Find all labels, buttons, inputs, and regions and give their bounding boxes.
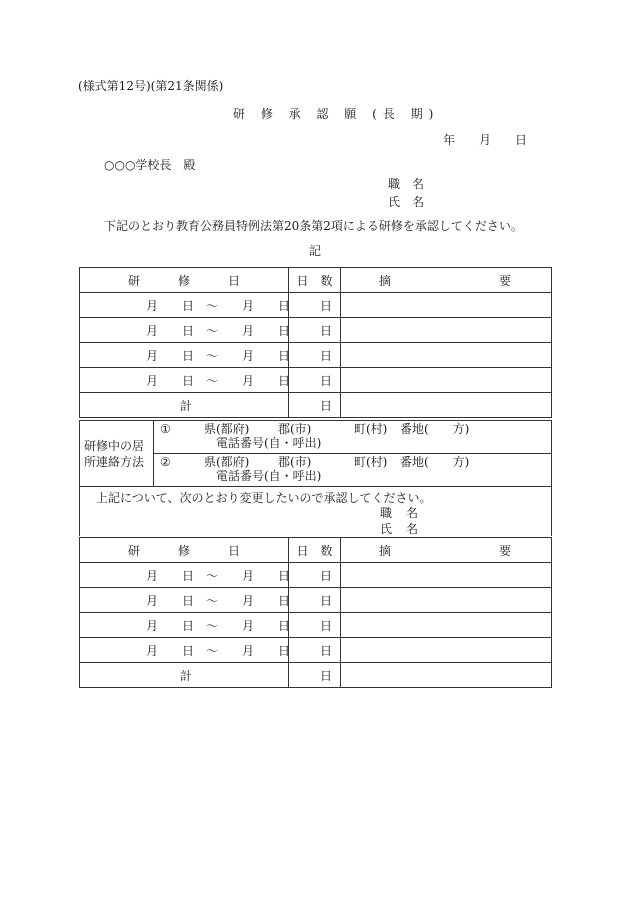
address-label: 研修中の居 所連絡方法 xyxy=(80,421,154,487)
days-cell[interactable]: 日 xyxy=(289,563,341,588)
change-name-label: 氏名 xyxy=(380,522,433,536)
days-cell[interactable]: 日 xyxy=(289,293,341,318)
total-label: 計 xyxy=(80,663,289,688)
days-cell[interactable]: 日 xyxy=(289,343,341,368)
header-note-a: 摘 xyxy=(379,543,392,558)
header-days: 日 数 xyxy=(289,268,341,293)
header-note-b: 要 xyxy=(499,543,512,558)
table-row xyxy=(80,613,552,638)
header-note xyxy=(341,268,552,293)
table-row xyxy=(80,318,552,343)
header-note xyxy=(341,538,552,563)
address-entry-2[interactable]: ② 県(都府) 郡(市) 町(村) 番地( 方) 電話番号(自・呼出) xyxy=(154,454,552,487)
note-cell[interactable] xyxy=(341,368,552,393)
table-header-row xyxy=(80,538,552,563)
header-note-a: 摘 xyxy=(379,273,392,288)
table-row xyxy=(80,368,552,393)
days-cell[interactable]: 日 xyxy=(289,613,341,638)
change-request-box xyxy=(79,484,552,536)
table-row xyxy=(80,343,552,368)
period-cell[interactable]: 月 日 ～ 月 日 xyxy=(80,563,289,588)
days-cell[interactable]: 日 xyxy=(289,318,341,343)
note-cell[interactable] xyxy=(341,588,552,613)
period-cell[interactable]: 月 日 ～ 月 日 xyxy=(80,588,289,613)
total-label: 計 xyxy=(80,393,289,418)
days-cell[interactable]: 日 xyxy=(289,638,341,663)
address-entry-1[interactable]: ① 県(都府) 郡(市) 町(村) 番地( 方) 電話番号(自・呼出) xyxy=(154,421,552,454)
address-section xyxy=(79,420,552,487)
change-text: 上記について、次のとおり変更したいので承認してください。 xyxy=(96,491,432,505)
header-period: 研修日 xyxy=(80,538,289,563)
table-header-row xyxy=(80,268,552,293)
date-line: 年 月 日 xyxy=(443,133,528,147)
note-cell[interactable] xyxy=(341,318,552,343)
total-note-cell[interactable] xyxy=(341,393,552,418)
note-cell[interactable] xyxy=(341,638,552,663)
period-cell[interactable]: 月 日 ～ 月 日 xyxy=(80,368,289,393)
period-cell[interactable]: 月 日 ～ 月 日 xyxy=(80,638,289,663)
position-label: 職 名 xyxy=(388,177,425,191)
table-row xyxy=(80,588,552,613)
ki-heading: 記 xyxy=(309,244,322,258)
page-title: 研 修 承 認 願 (長 期) xyxy=(233,107,440,121)
period-cell[interactable]: 月 日 ～ 月 日 xyxy=(80,318,289,343)
note-cell[interactable] xyxy=(341,343,552,368)
total-note-cell[interactable] xyxy=(341,663,552,688)
header-days: 日 数 xyxy=(289,538,341,563)
period-cell[interactable]: 月 日 ～ 月 日 xyxy=(80,343,289,368)
table-row xyxy=(80,563,552,588)
header-note-b: 要 xyxy=(499,273,512,288)
changed-period-table xyxy=(79,537,552,688)
total-days-cell[interactable]: 日 xyxy=(289,663,341,688)
training-period-table xyxy=(79,267,552,418)
days-cell[interactable]: 日 xyxy=(289,368,341,393)
days-cell[interactable]: 日 xyxy=(289,588,341,613)
total-days-cell[interactable]: 日 xyxy=(289,393,341,418)
table-row xyxy=(80,293,552,318)
table-row xyxy=(80,638,552,663)
name-label: 氏 名 xyxy=(388,195,425,209)
addressee: ○○○学校長 殿 xyxy=(104,158,196,172)
request-text: 下記のとおり教育公務員特例法第20条第2項による研修を承認してください。 xyxy=(104,219,523,233)
total-row xyxy=(80,663,552,688)
header-period: 研修日 xyxy=(80,268,289,293)
note-cell[interactable] xyxy=(341,613,552,638)
total-row xyxy=(80,393,552,418)
period-cell[interactable]: 月 日 ～ 月 日 xyxy=(80,293,289,318)
period-cell[interactable]: 月 日 ～ 月 日 xyxy=(80,613,289,638)
note-cell[interactable] xyxy=(341,563,552,588)
form-number: (様式第12号)(第21条関係) xyxy=(78,79,224,93)
note-cell[interactable] xyxy=(341,293,552,318)
change-position-label: 職名 xyxy=(380,506,433,520)
